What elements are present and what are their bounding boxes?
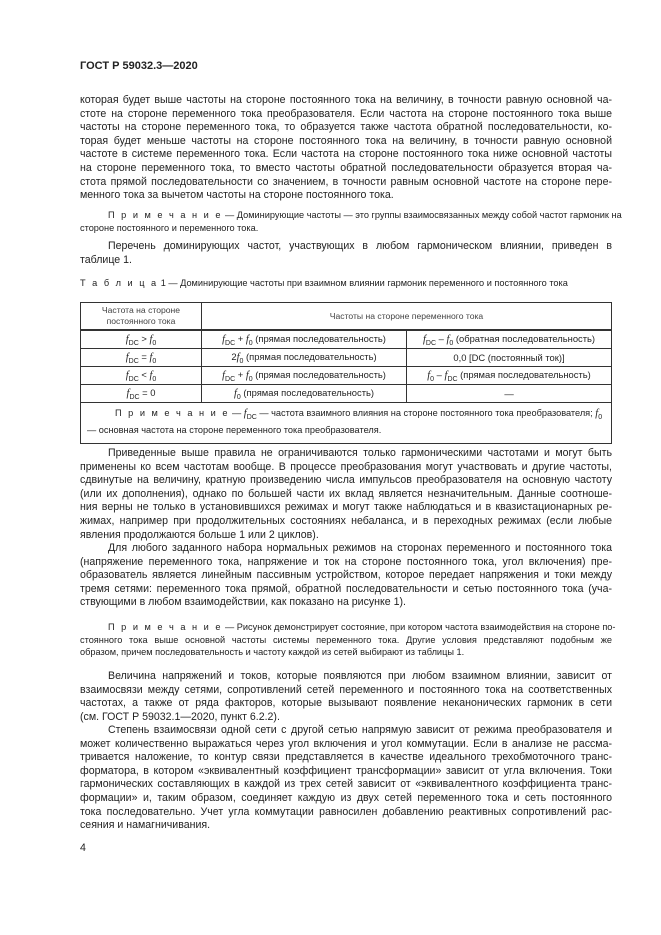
formula-part: 0: [152, 375, 157, 383]
note-text: — Доминирующие частоты — это группы взаимосвязанных между собой частот гармоник на: [222, 210, 622, 220]
text-line: частоты на стороне переменного тока, то образуется также частота обратной последовательности, ко-: [80, 121, 612, 134]
table-row: [81, 385, 612, 403]
text-line: тремя сетями: переменного тока прямой, обратной последовательности и сетью постоянного тока (уча-: [80, 582, 612, 595]
text-line: стороне постоянного и переменного тока.: [80, 222, 259, 233]
text-line: ния верны не только в установившихся режимах и могут также наблюдаться и в квазистационарных ре-: [80, 501, 612, 514]
formula-part: 0: [248, 339, 253, 347]
formula-part: (прямая последовательность): [457, 368, 591, 380]
text-line: сдвинутые на величину, кратную произведению числа импульсов преобразователя на основную частоту: [80, 474, 612, 487]
table-cell: [81, 367, 202, 385]
text-line: стоянного тока выше основной частоты системы переменного тока. Другие условия представляют подобным же: [80, 634, 612, 645]
table-cell: [81, 330, 202, 349]
table-cell: [202, 385, 407, 403]
formula-part: f: [427, 369, 431, 381]
formula-part: f: [149, 369, 153, 381]
text-line: [80, 621, 616, 634]
formula-part: 0: [152, 339, 157, 347]
formula-part: 0: [449, 339, 454, 347]
formula-part: =: [138, 350, 150, 362]
formula-part: –: [436, 332, 447, 344]
paragraph: [80, 240, 612, 267]
text-line: форматора, в котором «эквивалентный коэффициент трансформации» зависит от угла включения. Токи: [80, 764, 612, 777]
text-line: (или их дополнения), однако по большей части их вклад является незначительным. Данные соотноше-: [80, 487, 612, 500]
table-row: [81, 367, 612, 385]
table-cell: [202, 367, 407, 385]
formula-part: f: [222, 369, 226, 381]
table-note-row: [81, 403, 612, 444]
table-row: [81, 349, 612, 367]
formula-part: f: [236, 351, 240, 363]
text-line: частотах, а также от ряда факторов, которые вызывают появление неканонических гармоник в сети: [80, 697, 612, 710]
formula-part: f: [446, 333, 450, 345]
dominant-frequencies-table: [80, 302, 612, 444]
formula-part: DC: [129, 393, 140, 401]
note-text: — Рисунок демонстрирует состояние, при котором частота взаимодействия на стороне по-: [222, 622, 616, 632]
formula-part: f: [245, 369, 249, 381]
table-cell: [81, 385, 202, 403]
text-line: Для любого заданного набора нормальных режимов на сторонах переменного и постоянного тока: [108, 542, 612, 554]
table-header-row: [81, 303, 612, 331]
text-line: Величина напряжений и токов, которые появляются при любом взаимном влиянии, зависит от: [108, 670, 612, 682]
formula-part: 0: [430, 375, 435, 383]
formula-part: 2: [231, 350, 237, 362]
formula-part: DC: [128, 339, 139, 347]
text-line: менного тока за вычетом частоты на стороне постоянного тока.: [80, 189, 394, 202]
formula-part: DC: [225, 339, 236, 347]
formula-part: 0: [152, 357, 157, 365]
text-line: торая будет меньше частоты на стороне постоянного тока на величину, в точности равную основной: [80, 134, 612, 147]
formula-part: 0: [598, 413, 603, 421]
formula-part: f: [126, 387, 130, 399]
formula-part: f: [595, 408, 599, 419]
formula-part: +: [235, 368, 246, 380]
formula-part: = 0: [139, 386, 156, 398]
paragraph: [80, 94, 612, 203]
text-line: тривается наложение, то контур связи представляется в качестве идеального трехобмоточного транс-: [80, 751, 612, 764]
formula-part: (обратная последовательность): [453, 332, 596, 344]
formula-part: DC: [447, 375, 458, 383]
document-header: ГОСТ Р 59032.3—2020: [80, 60, 198, 72]
formula-part: 0: [239, 357, 244, 365]
table-caption-text: 1 — Доминирующие частоты при взаимном влиянии гармоник переменного и постоянного тока: [158, 278, 568, 288]
table-caption: [80, 278, 568, 288]
note-paragraph: [80, 209, 622, 234]
formula-part: f: [444, 369, 448, 381]
text-line: тока последовательно. Учет угла коммутации равносилен добавлению реактивных сопротивлений рас-: [80, 805, 612, 818]
text-line: гармонических составляющих в каждой из трех сетей зависит от «эквивалентного коэффициента транс-: [80, 778, 612, 791]
text-line: жимах, например при продолжительных состояниях небаланса, и в переходных режимах (если любые: [80, 514, 612, 527]
table-note: [81, 403, 612, 444]
paragraph: [80, 724, 612, 833]
formula-part: f: [149, 351, 153, 363]
formula-part: f: [422, 333, 426, 345]
col-header-ac: Частоты на стороне переменного тока: [202, 303, 612, 331]
text-line: частоте в системе переменного тока. Если частота на стороне постоянного тока ниже основной частоты: [80, 148, 612, 161]
formula-part: f: [222, 333, 226, 345]
table-cell: [407, 367, 612, 385]
formula-part: —: [229, 408, 244, 418]
paragraph: [80, 447, 612, 542]
text-line: ствующими в любом взаимодействии, как показано на рисунке 1).: [80, 596, 406, 609]
formula-part: f: [125, 333, 129, 345]
formula-part: 0: [236, 393, 241, 401]
formula-part: >: [138, 332, 150, 344]
table-cell: [407, 385, 612, 403]
text-line: Приведенные выше правила не ограничиваются только гармоническими частотами и могут быть: [108, 447, 612, 459]
note-paragraph: [80, 621, 616, 659]
text-line: сеяния и намагничивания.: [80, 819, 211, 832]
paragraph: [80, 542, 612, 610]
table-cell: [407, 330, 612, 349]
formula-part: f: [233, 387, 237, 399]
page-number: 4: [80, 842, 86, 854]
note-label: П р и м е ч а н и е: [108, 210, 223, 220]
table-cell: [202, 330, 407, 349]
formula-part: (прямая последовательность): [240, 386, 374, 398]
text-line: [80, 209, 622, 222]
table-cell: [81, 349, 202, 367]
paragraph: [80, 670, 612, 724]
text-line: Перечень доминирующих частот, участвующих в любом гармоническом влиянии, приведен в: [108, 240, 612, 252]
text-line: (напряжение переменного тока, напряжение и ток на стороне постоянного тока, угол включения) пре-: [80, 555, 612, 568]
formula-part: f: [125, 351, 129, 363]
text-line: образователь является линейным пассивным устройством, которое передает напряжения и токи между: [80, 569, 612, 582]
note-label: П р и м е ч а н и е: [108, 622, 223, 632]
text-line: образом, причем последовательность и частоту каждой из сетей выбирают из таблицы 1.: [80, 647, 465, 658]
table-cell: [407, 349, 612, 367]
text-line: Степень взаимосвязи одной сети с другой сетью напрямую зависит от режима преобразователя и: [108, 724, 612, 736]
formula-part: –: [434, 368, 445, 380]
formula-part: — основная частота на стороне переменного тока преобразователя.: [87, 425, 382, 436]
text-line: явления продолжаются больше 1 или 2 циклов).: [80, 528, 319, 541]
formula-part: f: [245, 333, 249, 345]
formula-part: DC: [128, 357, 139, 365]
text-line: которая будет выше частоты на стороне постоянного тока на величину, в точности равную основной ча-: [80, 94, 612, 106]
formula-part: (прямая последовательность): [252, 368, 386, 380]
text-line: на стороне переменного тока, то вместо частоты обратной последовательности образуется вторая ча-: [80, 161, 612, 174]
text-line: формации» и, таким образом, соединяет каждую из двух сетей переменного тока и сеть постоянного: [80, 791, 612, 804]
formula-part: — частота взаимного влияния на стороне постоянного тока преобразователя;: [256, 408, 596, 418]
text-line: может количественно выражаться через угол включения и угол коммутации. Если в анализе не рассма-: [80, 737, 612, 750]
note-label: П р и м е ч а н и е: [115, 408, 230, 418]
formula-part: <: [138, 368, 150, 380]
formula-part: f: [125, 369, 129, 381]
text-line: стоте на стороне переменного тока преобразователя. Если частота на стороне постоянного тока выше: [80, 107, 612, 120]
table-cell: [202, 349, 407, 367]
text-line: стота прямой последовательности со значением, в точности равным основной частоте на стороне пере-: [80, 175, 612, 188]
formula-part: —: [504, 388, 514, 399]
table-caption-label: Т а б л и ц а: [80, 278, 159, 288]
col-header-dc: Частота на стороне постоянного тока: [81, 303, 202, 331]
formula-part: f: [243, 408, 247, 419]
formula-part: 0,0 [DC (постоянный ток)]: [453, 352, 565, 363]
formula-part: DC: [246, 413, 257, 421]
text-line: применены ко всем частотам вообще. В процессе преобразования могут участвовать и другие частоты,: [80, 460, 612, 473]
formula-part: DC: [128, 375, 139, 383]
formula-part: DC: [225, 375, 236, 383]
formula-part: f: [149, 333, 153, 345]
text-line: таблице 1.: [80, 253, 132, 266]
formula-part: +: [235, 332, 246, 344]
formula-part: (прямая последовательность): [252, 332, 386, 344]
formula-part: (прямая последовательность): [243, 350, 377, 362]
table-row: [81, 330, 612, 349]
text-line: взаимосвязи между сетями, сопротивлений сетей переменного и постоянного тока на соответственных: [80, 683, 612, 696]
text-line: (см. ГОСТ Р 59032.1—2020, пункт 6.2.2).: [80, 710, 280, 723]
formula-part: 0: [248, 375, 253, 383]
formula-part: DC: [425, 339, 437, 347]
